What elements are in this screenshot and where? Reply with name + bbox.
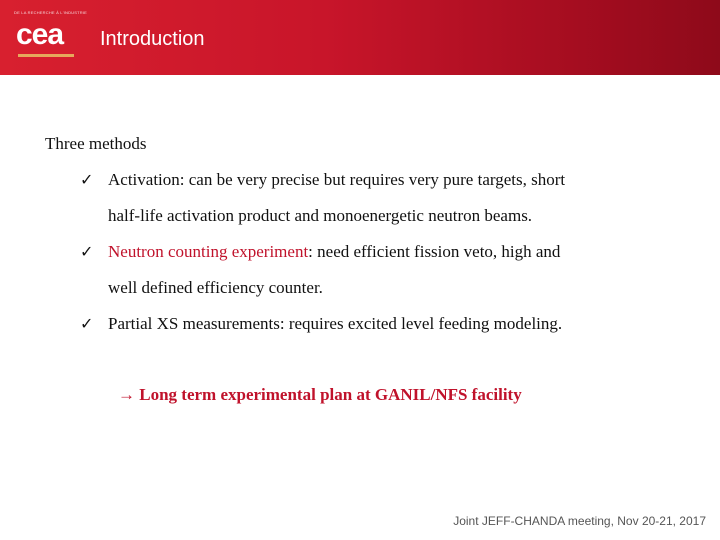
checkmark-icon: ✓ xyxy=(80,242,94,261)
highlight-text: Neutron counting experiment xyxy=(108,242,309,261)
footer-text: Joint JEFF-CHANDA meeting, Nov 20-21, 2017 xyxy=(453,514,706,528)
slide-title: Introduction xyxy=(100,28,205,50)
checkmark-icon: ✓ xyxy=(80,314,94,333)
conclusion-text: → Long term experimental plan at GANIL/NFS facility xyxy=(118,385,522,404)
bullet-line-1 xyxy=(108,242,560,262)
bullet-line-2: half-life activation product and monoenergetic neutron beams. xyxy=(108,206,533,225)
intro-text: Three methods xyxy=(45,134,147,153)
logo-text: cea xyxy=(16,18,64,51)
logo-tagline: DE LA RECHERCHE À L'INDUSTRIE xyxy=(14,10,88,15)
cea-logo xyxy=(14,10,88,62)
bullet-line-1: Activation: can be very precise but requires very pure targets, short xyxy=(108,170,566,189)
bullet-line-1-rest: : need efficient fission veto, high and xyxy=(308,242,561,261)
bullet-line-2: well defined efficiency counter. xyxy=(108,278,323,297)
bullet-line-1: Partial XS measurements: requires excited level feeding modeling. xyxy=(108,314,563,333)
checkmark-icon: ✓ xyxy=(80,170,94,189)
header-banner xyxy=(0,0,720,75)
logo-underline xyxy=(18,54,74,57)
